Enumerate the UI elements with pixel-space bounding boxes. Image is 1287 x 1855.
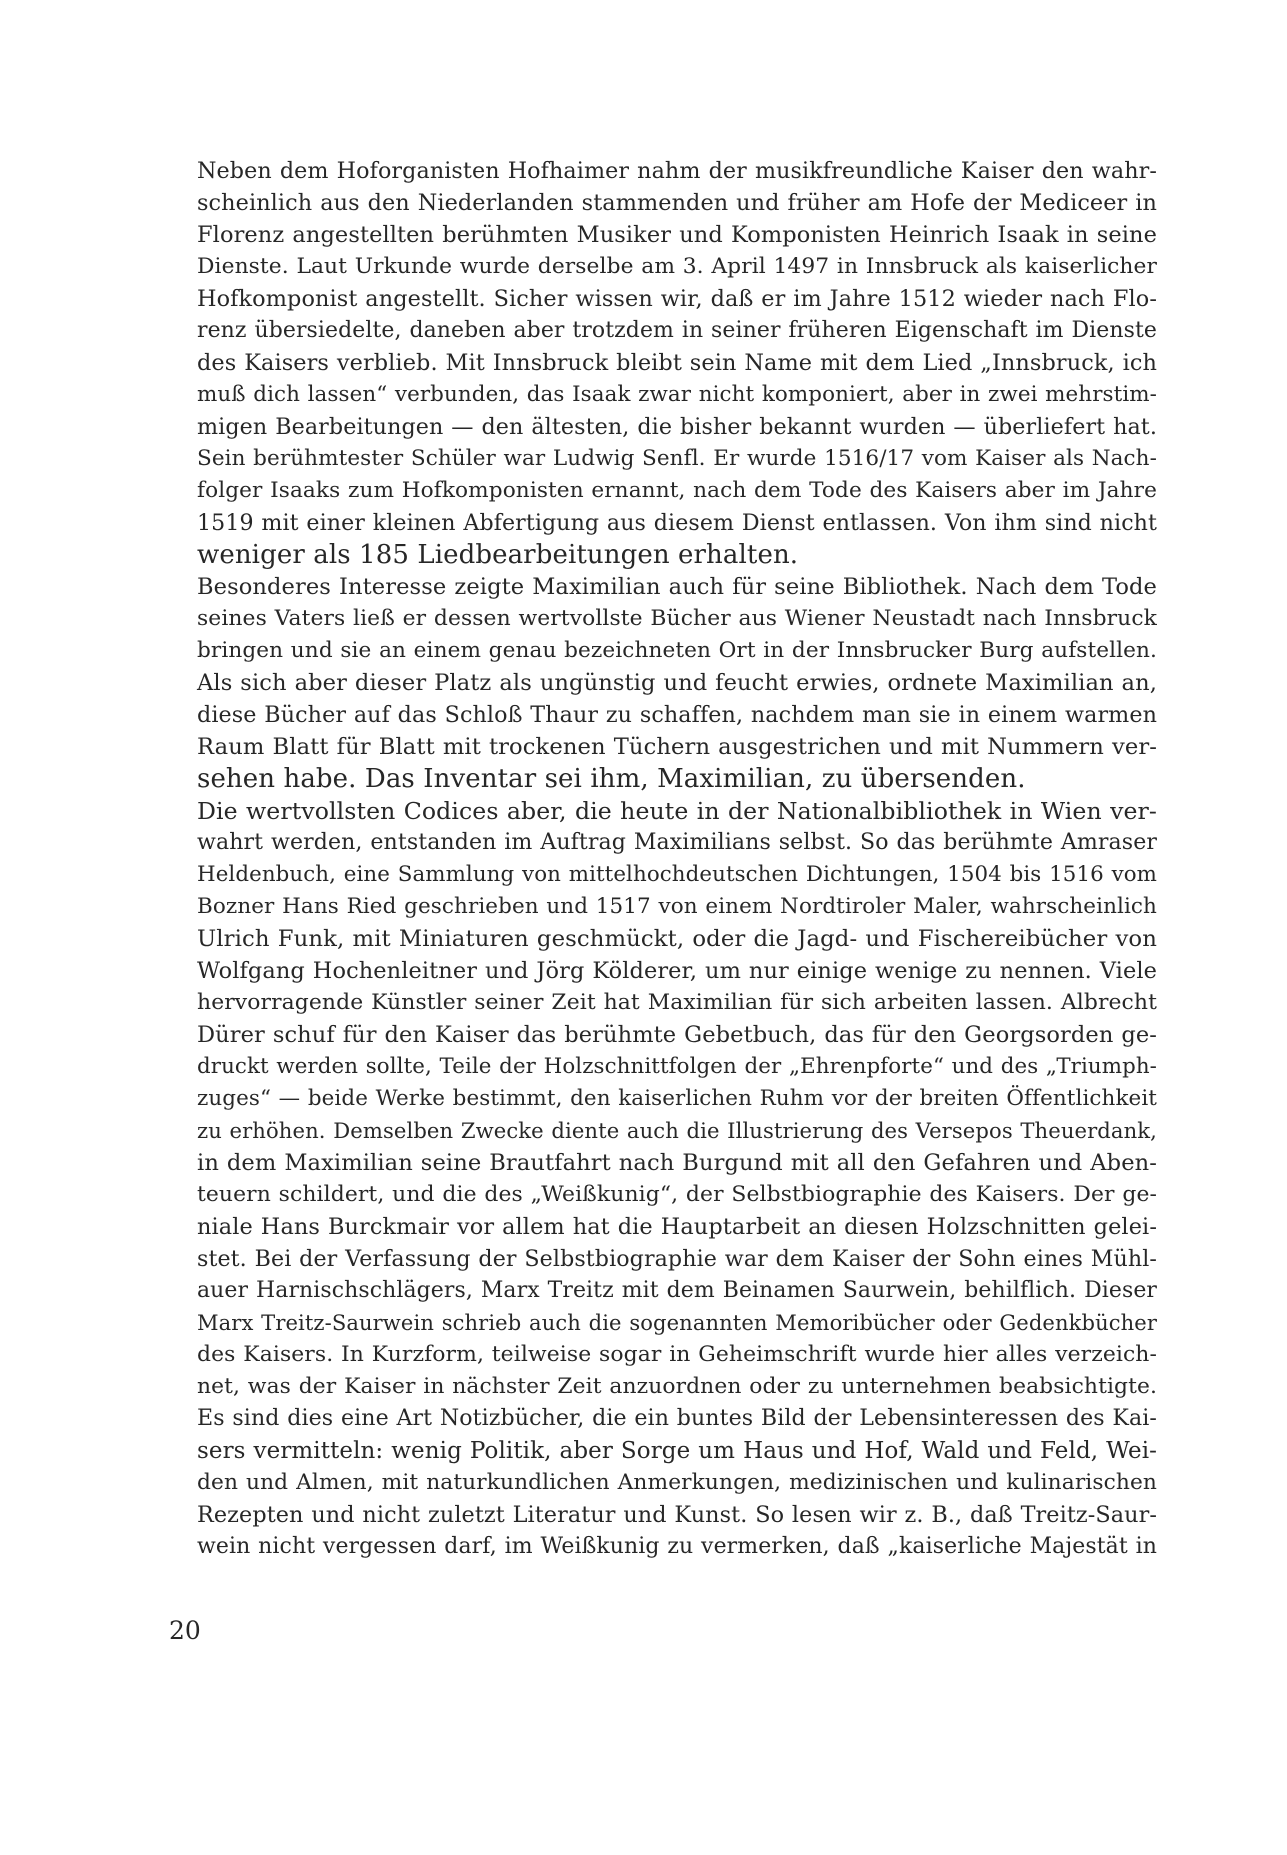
text-line: bringen und sie an einem genau bezeichneten Ort in der Innsbrucker Burg aufstellen.: [197, 638, 1157, 663]
text-line: Als sich aber dieser Platz als ungünstig und feucht erwies, ordnete Maximilian an,: [197, 670, 1157, 696]
text-line: Besonderes Interesse zeigte Maximilian auch für seine Bibliothek. Nach dem Tode: [197, 574, 1157, 600]
text-line: niale Hans Burckmair vor allem hat die Hauptarbeit an diesen Holzschnitten gelei-: [197, 1214, 1157, 1240]
text-line: in dem Maximilian seine Brautfahrt nach Burgund mit all den Gefahren und Aben-: [197, 1150, 1157, 1176]
text-line: des Kaisers. In Kurzform, teilweise sogar in Geheimschrift wurde hier alles verzeich-: [197, 1342, 1157, 1367]
text-line: sehen habe. Das Inventar sei ihm, Maximilian, zu übersenden.: [197, 764, 1026, 794]
text-line: Bozner Hans Ried geschrieben und 1517 von einem Nordtiroler Maler, wahrscheinlich: [197, 894, 1157, 919]
text-line: diese Bücher auf das Schloß Thaur zu schaffen, nachdem man sie in einem warmen: [197, 702, 1157, 728]
text-line: teuern schildert, und die des „Weißkunig“, der Selbstbiographie des Kaisers. Der ge-: [197, 1182, 1157, 1207]
text-line: net, was der Kaiser in nächster Zeit anzuordnen oder zu unternehmen beabsichtigte.: [197, 1374, 1157, 1399]
text-line: Hofkomponist angestellt. Sicher wissen wir, daß er im Jahre 1512 wieder nach Flo-: [197, 286, 1157, 312]
text-line: Es sind dies eine Art Notizbücher, die ein buntes Bild der Lebensinteressen des Kai-: [197, 1406, 1157, 1431]
text-line: Raum Blatt für Blatt mit trockenen Tüchern ausgestrichen und mit Nummern ver-: [197, 734, 1157, 760]
page-number: 20: [169, 1616, 201, 1645]
text-line: renz übersiedelte, daneben aber trotzdem in seiner früheren Eigenschaft im Dienste: [197, 318, 1157, 343]
text-line: wein nicht vergessen darf, im Weißkunig zu vermerken, daß „kaiserliche Majestät in: [197, 1534, 1157, 1559]
text-line: muß dich lassen“ verbunden, das Isaak zwar nicht komponiert, aber in zwei mehrstim-: [197, 382, 1157, 407]
text-line: Marx Treitz-Saurwein schrieb auch die sogenannten Memoribücher oder Gedenkbücher: [197, 1310, 1157, 1335]
text-line: scheinlich aus den Niederlanden stammenden und früher am Hofe der Mediceer in: [197, 190, 1157, 216]
text-line: weniger als 185 Liedbearbeitungen erhalten.: [197, 540, 799, 570]
text-line: Ulrich Funk, mit Miniaturen geschmückt, oder die Jagd- und Fischereibücher von: [197, 926, 1157, 952]
text-line: sers vermitteln: wenig Politik, aber Sorge um Haus und Hof, Wald und Feld, Wei-: [197, 1438, 1157, 1464]
text-line: Wolfgang Hochenleitner und Jörg Kölderer, um nur einige wenige zu nennen. Viele: [197, 958, 1157, 984]
text-line: zu erhöhen. Demselben Zwecke diente auch die Illustrierung des Versepos Theuerdank,: [197, 1118, 1157, 1143]
text-line: Dienste. Laut Urkunde wurde derselbe am 3. April 1497 in Innsbruck als kaiserlicher: [197, 254, 1157, 279]
text-line: Sein berühmtester Schüler war Ludwig Senfl. Er wurde 1516/17 vom Kaiser als Nach-: [197, 446, 1157, 471]
text-line: auer Harnischschlägers, Marx Treitz mit dem Beinamen Saurwein, behilflich. Dieser: [197, 1278, 1157, 1303]
text-line: des Kaisers verblieb. Mit Innsbruck bleibt sein Name mit dem Lied „Innsbruck, ich: [197, 350, 1157, 376]
text-line: seines Vaters ließ er dessen wertvollste Bücher aus Wiener Neustadt nach Innsbruck: [197, 606, 1157, 631]
paragraph-musicians: [197, 155, 1157, 571]
text-line: Dürer schuf für den Kaiser das berühmte Gebetbuch, das für den Georgsorden ge-: [197, 1022, 1157, 1048]
text-line: Florenz angestellten berühmten Musiker und Komponisten Heinrich Isaak in seine: [197, 222, 1157, 248]
text-line: stet. Bei der Verfassung der Selbstbiographie war dem Kaiser der Sohn eines Mühl-: [197, 1246, 1157, 1272]
text-line: folger Isaaks zum Hofkomponisten ernannt, nach dem Tode des Kaisers aber im Jahre: [197, 478, 1157, 503]
body-text: [197, 155, 1157, 1563]
text-line: 1519 mit einer kleinen Abfertigung aus diesem Dienst entlassen. Von ihm sind nicht: [197, 510, 1157, 536]
text-line: den und Almen, mit naturkundlichen Anmerkungen, medizinischen und kulinarischen: [197, 1470, 1157, 1495]
text-line: Die wertvollsten Codices aber, die heute in der Nationalbibliothek in Wien ver-: [197, 797, 1157, 825]
text-line: druckt werden sollte, Teile der Holzschnittfolgen der „Ehrenpforte“ und des „Triumph-: [197, 1054, 1157, 1079]
paragraph-library: [197, 571, 1157, 795]
text-line: wahrt werden, entstanden im Auftrag Maximilians selbst. So das berühmte Amraser: [197, 830, 1157, 855]
text-line: Neben dem Hoforganisten Hofhaimer nahm der musikfreundliche Kaiser den wahr-: [197, 158, 1157, 184]
paragraph-codices: [197, 795, 1157, 1563]
text-line: migen Bearbeitungen — den ältesten, die bisher bekannt wurden — überliefert hat.: [197, 414, 1157, 440]
text-line: hervorragende Künstler seiner Zeit hat Maximilian für sich arbeiten lassen. Albrecht: [197, 990, 1157, 1015]
text-line: Rezepten und nicht zuletzt Literatur und Kunst. So lesen wir z. B., daß Treitz-Saur-: [197, 1502, 1157, 1528]
text-line: zuges“ — beide Werke bestimmt, den kaiserlichen Ruhm vor der breiten Öffentlichkeit: [197, 1086, 1157, 1111]
text-line: Heldenbuch, eine Sammlung von mittelhochdeutschen Dichtungen, 1504 bis 1516 vom: [197, 862, 1157, 887]
